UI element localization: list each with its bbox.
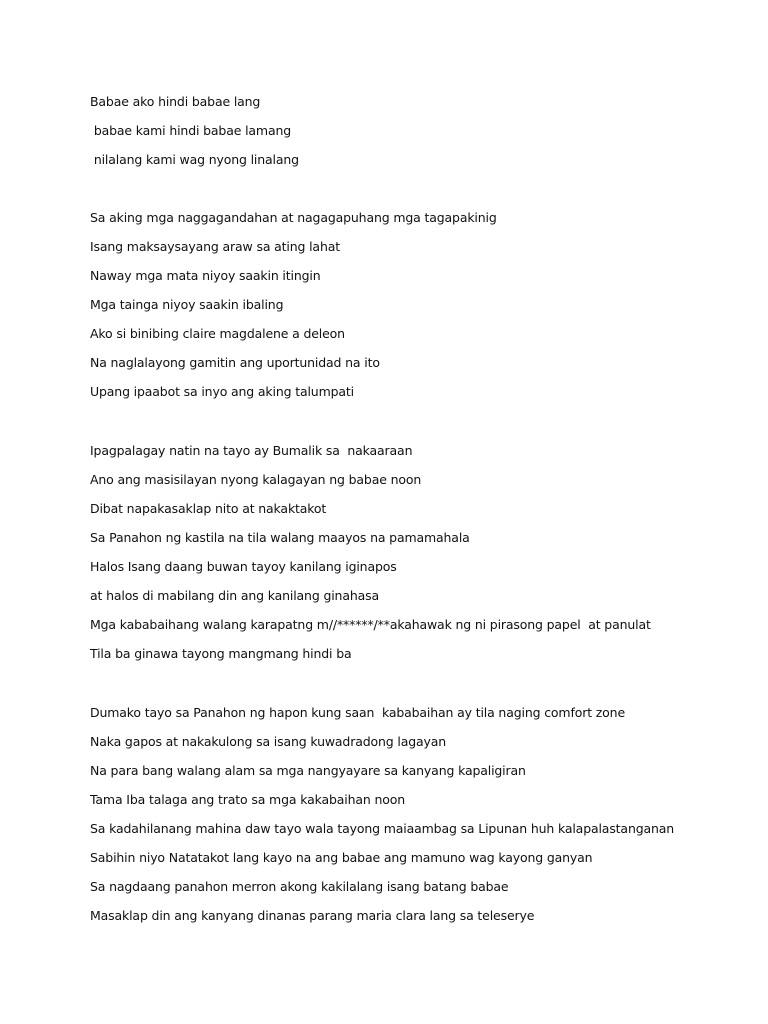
text-line: babae kami hindi babae lamang: [90, 123, 292, 138]
text-line: Na para bang walang alam sa mga nangyayare sa kanyang kapaligiran: [90, 763, 526, 778]
text-line: Ano ang masisilayan nyong kalagayan ng babae noon: [90, 472, 422, 487]
text-line: Halos Isang daang buwan tayoy kanilang iginapos: [90, 559, 397, 574]
text-line: Babae ako hindi babae lang: [90, 94, 261, 109]
text-line: Dibat napakasaklap nito at nakaktakot: [90, 501, 327, 516]
text-line: Ipagpalagay natin na tayo ay Bumalik sa nakaaraan: [90, 443, 413, 458]
text-line: Isang maksaysayang araw sa ating lahat: [90, 239, 340, 254]
text-line: Mga kababaihang walang karapatng m//******/**akahawak ng ni pirasong papel at panulat: [90, 617, 651, 632]
text-line: Sa aking mga naggagandahan at nagagapuhang mga tagapakinig: [90, 210, 497, 225]
text-line: Naka gapos at nakakulong sa isang kuwadradong lagayan: [90, 734, 447, 749]
text-line: Naway mga mata niyoy saakin itingin: [90, 268, 321, 283]
text-line: nilalang kami wag nyong linalang: [90, 152, 299, 167]
text-line: Sa Panahon ng kastila na tila walang maayos na pamamahala: [90, 530, 470, 545]
text-line: Dumako tayo sa Panahon ng hapon kung saan kababaihan ay tila naging comfort zone: [90, 705, 625, 720]
text-line: Upang ipaabot sa inyo ang aking talumpati: [90, 384, 354, 399]
text-line: Sa nagdaang panahon merron akong kakilalang isang batang babae: [90, 879, 509, 894]
text-line: Tama Iba talaga ang trato sa mga kakabaihan noon: [90, 792, 405, 807]
text-line: Na naglalayong gamitin ang uportunidad na ito: [90, 355, 380, 370]
text-line: Sabihin niyo Natatakot lang kayo na ang babae ang mamuno wag kayong ganyan: [90, 850, 593, 865]
text-line: at halos di mabilang din ang kanilang ginahasa: [90, 588, 379, 603]
text-line: Masaklap din ang kanyang dinanas parang maria clara lang sa teleserye: [90, 908, 535, 923]
text-line: Mga tainga niyoy saakin ibaling: [90, 297, 284, 312]
text-line: Ako si binibing claire magdalene a deleon: [90, 326, 345, 341]
text-line: Tila ba ginawa tayong mangmang hindi ba: [90, 646, 352, 661]
text-line: Sa kadahilanang mahina daw tayo wala tayong maiaambag sa Lipunan huh kalapalastanganan: [90, 821, 675, 836]
